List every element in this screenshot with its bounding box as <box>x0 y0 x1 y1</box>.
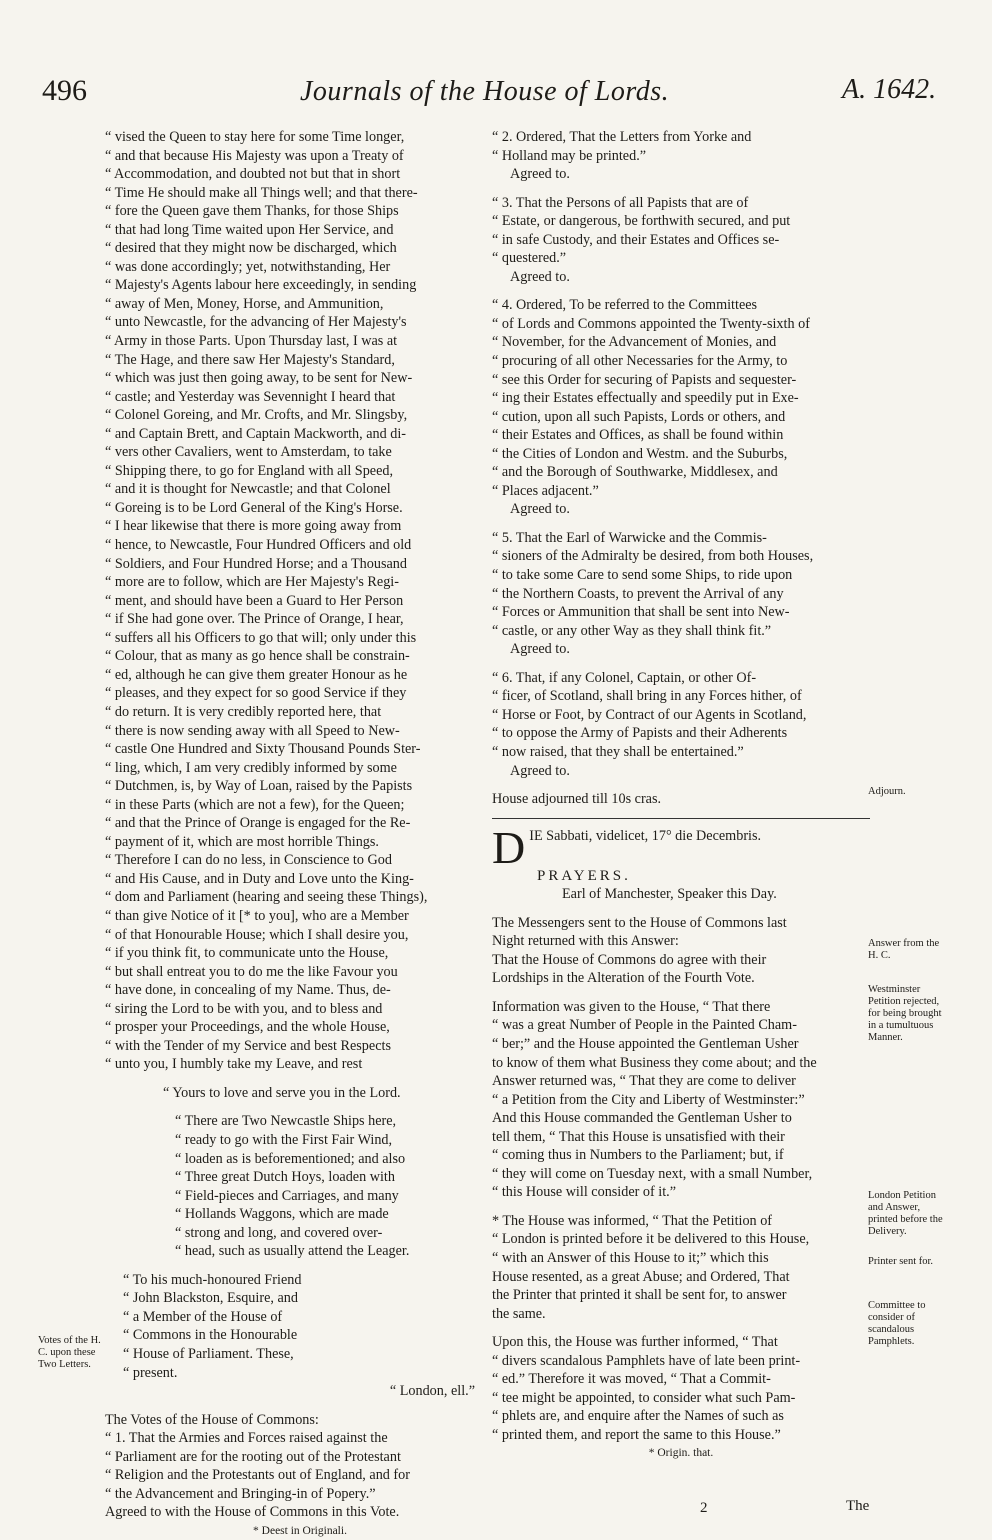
text-line: Night returned with this Answer: <box>492 933 679 950</box>
text-line: “ the Cities of London and Westm. and the Suburbs, <box>492 445 788 462</box>
text-line: Upon this, the House was further informed, “ That <box>492 1334 778 1351</box>
text-line: “ Colour, that as many as go hence shall be constrain- <box>105 648 410 665</box>
text-line: “ divers scandalous Pamphlets have of late been print- <box>492 1352 801 1369</box>
margin-note-committee: Committee to consider of scandalous Pamphlets. <box>868 1300 926 1347</box>
text-line: “ 5. That the Earl of Warwicke and the Commis- <box>492 529 767 546</box>
text-line: “ payment of it, which are most horrible Things. <box>105 833 379 850</box>
text-line: “ unto you, I humbly take my Leave, and rest <box>105 1056 363 1073</box>
text-line: “ desired that they might now be discharged, which <box>105 240 397 257</box>
text-line: “ cution, upon all such Papists, Lords or others, and <box>492 408 786 425</box>
text-line: “ phlets are, and enquire after the Names of such as <box>492 1408 784 1425</box>
text-line: “ ber;” and the House appointed the Gentleman Usher <box>492 1035 799 1052</box>
text-line: “ there is now sending away with all Speed to New- <box>105 722 400 739</box>
text-line: “ Estate, or dangerous, be forthwith secured, and put <box>492 213 791 230</box>
text-line: “ their Estates and Offices, as shall be found within <box>492 427 784 444</box>
text-line: “ suffers all his Officers to go that will; only under this <box>105 629 417 646</box>
text-line: “ to take some Care to send some Ships, to ride upon <box>492 567 793 584</box>
text-line: “ a Petition from the City and Liberty of Westminster:” <box>492 1091 805 1108</box>
text-line: “ loaden as is beforementioned; and also <box>175 1150 406 1167</box>
text-line: “ in these Parts (which are not a few), for the Queen; <box>105 796 405 813</box>
text-line: “ 1. That the Armies and Forces raised against the <box>105 1430 388 1447</box>
page-header <box>0 72 992 120</box>
margin-note-westminster: Westminster Petition rejected, for being brought in a tumultuous Manner. <box>868 984 942 1043</box>
text-line: “ 4. Ordered, To be referred to the Committees <box>492 297 758 314</box>
text-line: “ Majesty's Agents labour here exceedingly, in sending <box>105 277 417 294</box>
text-line: “ if She had gone over. The Prince of Orange, I hear, <box>105 611 404 628</box>
text-line: “ Field-pieces and Carriages, and many <box>175 1187 399 1204</box>
information-text <box>492 998 870 1202</box>
vote-4 <box>492 296 870 500</box>
text-line: “ House of Parliament. These, <box>123 1346 294 1362</box>
text-line: the same. <box>492 1305 546 1322</box>
text-line: “ 3. That the Persons of all Papists that are of <box>492 194 749 211</box>
vote-6-agreed: Agreed to. <box>510 762 570 779</box>
vote-5 <box>492 529 870 640</box>
text-line: “ Parliament are for the rooting out of the Protestant <box>105 1448 401 1465</box>
text-line: “ they will come on Tuesday next, with a small Number, <box>492 1165 813 1182</box>
vote-5-agreed: Agreed to. <box>510 641 570 658</box>
vote-1 <box>105 1429 495 1503</box>
text-line: “ was done accordingly; yet, notwithstanding, Her <box>105 258 391 275</box>
text-line: “ The Hage, and there saw Her Majesty's Standard, <box>105 351 395 368</box>
text-line: “ To his much-honoured Friend <box>123 1271 302 1288</box>
text-line: “ with the Tender of my Service and best Respects <box>105 1037 391 1054</box>
adjournment: House adjourned till 10s cras. <box>492 791 662 808</box>
text-line: House resented, as a great Abuse; and Ordered, That <box>492 1268 790 1285</box>
text-line: Information was given to the House, “ That there <box>492 998 771 1015</box>
letter-signoff: “ London, ell.” <box>389 1383 475 1400</box>
footnote-left: * Deest in Originali. <box>253 1524 347 1537</box>
text-line: “ Colonel Goreing, and Mr. Crofts, and Mr. Slingsby, <box>105 407 408 424</box>
text-line: “ sioners of the Admiralty be desired, from both Houses, <box>492 548 814 565</box>
text-line: “ the Advancement and Bringing-in of Popery.” <box>105 1485 376 1502</box>
text-line: “ John Blackston, Esquire, and <box>123 1290 298 1307</box>
vote-1-agreed: Agreed to with the House of Commons in this Vote. <box>105 1504 400 1521</box>
text-line: “ procuring of all other Necessaries for the Army, to <box>492 353 788 370</box>
text-line: “ if you think fit, to communicate unto the House, <box>105 945 389 962</box>
text-line: “ away of Men, Money, Horse, and Ammunition, <box>105 295 384 312</box>
text-line: “ of Lords and Commons appointed the Twenty-sixth of <box>492 315 810 332</box>
text-line: “ which was just then going away, to be sent for New- <box>105 370 413 387</box>
vote-4-agreed: Agreed to. <box>510 501 570 518</box>
votes-heading: The Votes of the House of Commons: <box>105 1411 319 1428</box>
text-line: “ Time He should make all Things well; and that there- <box>105 184 418 201</box>
text-line: “ Accommodation, and doubted not but that in short <box>105 166 401 183</box>
vote-2-agreed: Agreed to. <box>510 166 570 183</box>
text-line: “ now raised, that they shall be entertained.” <box>492 743 744 760</box>
text-line: “ Hollands Waggons, which are made <box>175 1206 389 1223</box>
text-line: “ ed.” Therefore it was moved, “ That a Commit- <box>492 1371 771 1388</box>
text-line: “ vised the Queen to stay here for some Time longer, <box>105 129 405 145</box>
text-line: “ I hear likewise that there is more going away from <box>105 518 402 535</box>
text-line: “ ment, and should have been a Guard to Her Person <box>105 592 404 609</box>
postscript <box>105 1112 495 1260</box>
pamphlets-text <box>492 1333 870 1444</box>
text-line: “ 6. That, if any Colonel, Captain, or other Of- <box>492 669 757 686</box>
margin-note-london: London Petition and Answer, printed before the Delivery. <box>868 1190 943 1237</box>
text-line: “ ready to go with the First Fair Wind, <box>175 1131 393 1148</box>
text-line: tell them, “ That this House is unsatisfied with their <box>492 1128 785 1145</box>
text-line: “ this House will consider of it.” <box>492 1184 677 1201</box>
text-line: “ was a great Number of People in the Painted Cham- <box>492 1017 797 1034</box>
catchword: The <box>846 1498 870 1514</box>
text-line: “ Holland may be printed.” <box>492 147 647 164</box>
text-line: “ London is printed before it be delivered to this House, <box>492 1231 810 1248</box>
text-line: “ Commons in the Honourable <box>123 1327 298 1344</box>
vote-3-agreed: Agreed to. <box>510 268 570 285</box>
text-line: “ a Member of the House of <box>123 1308 283 1325</box>
text-line: “ but shall entreat you to do me the like Favour you <box>105 963 398 980</box>
text-line: “ and that the Prince of Orange is engaged for the Re- <box>105 815 411 832</box>
text-line: “ pleases, and they expect for so good Service if they <box>105 685 407 702</box>
text-line: “ ficer, of Scotland, shall bring in any Forces hither, of <box>492 688 802 705</box>
text-line: * The House was informed, “ That the Petition of <box>492 1212 773 1229</box>
london-petition-text <box>492 1212 870 1323</box>
date-line: IE Sabbati, videlicet, 17° die Decembris. <box>529 827 762 844</box>
text-line: “ dom and Parliament (hearing and seeing these Things), <box>105 889 428 906</box>
text-line: “ with an Answer of this House to it;” which this <box>492 1249 769 1266</box>
text-line: “ more are to follow, which are Her Majesty's Regi- <box>105 574 399 591</box>
text-line: “ 2. Ordered, That the Letters from Yorke and <box>492 129 752 145</box>
text-line: “ There are Two Newcastle Ships here, <box>175 1113 397 1130</box>
text-line: “ Army in those Parts. Upon Thursday last, I was at <box>105 333 398 350</box>
text-line: “ printed them, and report the same to this House.” <box>492 1426 781 1443</box>
text-line: “ the Northern Coasts, to prevent the Arrival of any <box>492 585 784 602</box>
text-line: “ Horse or Foot, by Contract of our Agents in Scotland, <box>492 706 807 723</box>
text-line: “ see this Order for securing of Papists and sequester- <box>492 371 797 388</box>
text-line: “ castle, or any other Way as they shall think fit.” <box>492 622 772 639</box>
text-line: “ Forces or Ammunition that shall be sent into New- <box>492 604 790 621</box>
text-line: “ vers other Cavaliers, went to Amsterdam, to take <box>105 444 392 461</box>
drop-cap: D <box>492 821 526 873</box>
text-line: “ Three great Dutch Hoys, loaden with <box>175 1169 395 1186</box>
text-line: And this House commanded the Gentleman Usher to <box>492 1110 792 1127</box>
text-line: “ strong and long, and covered over- <box>175 1224 383 1241</box>
text-line: “ questered.” <box>492 250 567 267</box>
text-line: “ siring the Lord to be with you, and to bless and <box>105 1000 383 1017</box>
right-column <box>492 128 870 1463</box>
text-line: “ and it is thought for Newcastle; and that Colonel <box>105 481 391 498</box>
text-line: “ tee might be appointed, to consider what such Pam- <box>492 1389 796 1406</box>
margin-note-adjourn: Adjourn. <box>868 786 906 797</box>
text-line: “ Soldiers, and Four Hundred Horse; and a Thousand <box>105 555 407 572</box>
margin-note-votes: Votes of the H. C. upon these Two Letters. <box>38 1335 101 1370</box>
section-divider <box>492 818 870 819</box>
text-line: “ that had long Time waited upon Her Service, and <box>105 221 394 238</box>
text-line: “ ing their Estates effectually and speedily put in Exe- <box>492 390 799 407</box>
text-line: “ present. <box>123 1364 178 1381</box>
text-line: Lordships in the Alteration of the Fourth Vote. <box>492 970 755 987</box>
text-line: “ and the Borough of Southwarke, Middlesex, and <box>492 464 778 481</box>
text-line: Answer returned was, “ That they are come to deliver <box>492 1073 796 1090</box>
text-line: “ than give Notice of it [* to you], who are a Member <box>105 907 409 924</box>
text-line: “ and Captain Brett, and Captain Mackworth, and di- <box>105 425 407 442</box>
text-line: “ Goreing is to be Lord General of the King's Horse. <box>105 499 403 516</box>
letter-address <box>105 1271 495 1382</box>
text-line: “ Places adjacent.” <box>492 482 599 499</box>
text-line: “ unto Newcastle, for the advancing of Her Majesty's <box>105 314 407 331</box>
margin-note-printer: Printer sent for. <box>868 1256 934 1267</box>
page-number: 496 <box>42 74 87 107</box>
text-line: “ ed, although he can give them greater Honour as he <box>105 666 408 683</box>
text-line: the Printer that printed it shall be sent for, to answer <box>492 1287 787 1304</box>
text-line: “ in safe Custody, and their Estates and Offices se- <box>492 231 780 248</box>
text-line: That the House of Commons do agree with their <box>492 951 767 968</box>
text-line: “ and His Cause, and in Duty and Love unto the King- <box>105 870 414 887</box>
text-line: “ hence, to Newcastle, Four Hundred Officers and old <box>105 537 412 554</box>
text-line: “ to oppose the Army of Papists and their Adherents <box>492 725 788 742</box>
text-line: “ Therefore I can do no less, in Conscience to God <box>105 852 392 869</box>
text-line: “ castle; and Yesterday was Sevennight I heard that <box>105 388 396 405</box>
text-line: “ fore the Queen gave them Thanks, for those Ships <box>105 203 399 220</box>
text-line: “ have done, in concealing of my Name. Thus, de- <box>105 982 391 999</box>
prayers-heading: PRAYERS. <box>537 867 631 884</box>
text-line: “ coming thus in Numbers to the Parliament; but, if <box>492 1147 784 1164</box>
running-title: Journals of the House of Lords. <box>300 76 670 107</box>
letter-text <box>105 128 495 1074</box>
vote-2 <box>492 128 870 165</box>
text-line: “ ling, which, I am very credibly informed by some <box>105 759 397 776</box>
margin-note-answer: Answer from the H. C. <box>868 938 940 961</box>
messengers-text <box>492 914 870 988</box>
footnote-right: * Origin. that. <box>648 1447 714 1460</box>
text-line: “ prosper your Proceedings, and the whole House, <box>105 1019 390 1036</box>
text-line: “ Religion and the Protestants out of England, and for <box>105 1467 410 1484</box>
vote-3 <box>492 194 870 268</box>
text-line: “ Shipping there, to go for England with all Speed, <box>105 462 394 479</box>
text-line: “ head, such as usually attend the Leager. <box>175 1243 410 1260</box>
text-line: “ Dutchmen, is, by Way of Loan, raised by the Papists <box>105 778 413 795</box>
signature-mark: 2 <box>700 1500 708 1516</box>
speaker-line: Earl of Manchester, Speaker this Day. <box>562 886 777 903</box>
letter-closing: “ Yours to love and serve you in the Lord. <box>163 1084 401 1101</box>
text-line: “ November, for the Advancement of Monies, and <box>492 334 777 351</box>
text-line: “ of that Honourable House; which I shall desire you, <box>105 926 409 943</box>
left-column <box>105 128 495 1540</box>
date-heading <box>492 821 870 873</box>
text-line: “ do return. It is very credibly reported here, that <box>105 703 382 720</box>
text-line: “ castle One Hundred and Sixty Thousand Pounds Ster- <box>105 741 421 758</box>
text-line: “ and that because His Majesty was upon a Treaty of <box>105 147 404 164</box>
text-line: The Messengers sent to the House of Commons last <box>492 914 787 931</box>
year-heading: A. 1642. <box>842 74 937 105</box>
vote-6 <box>492 669 870 762</box>
text-line: to know of them what Business they come about; and the <box>492 1054 817 1071</box>
